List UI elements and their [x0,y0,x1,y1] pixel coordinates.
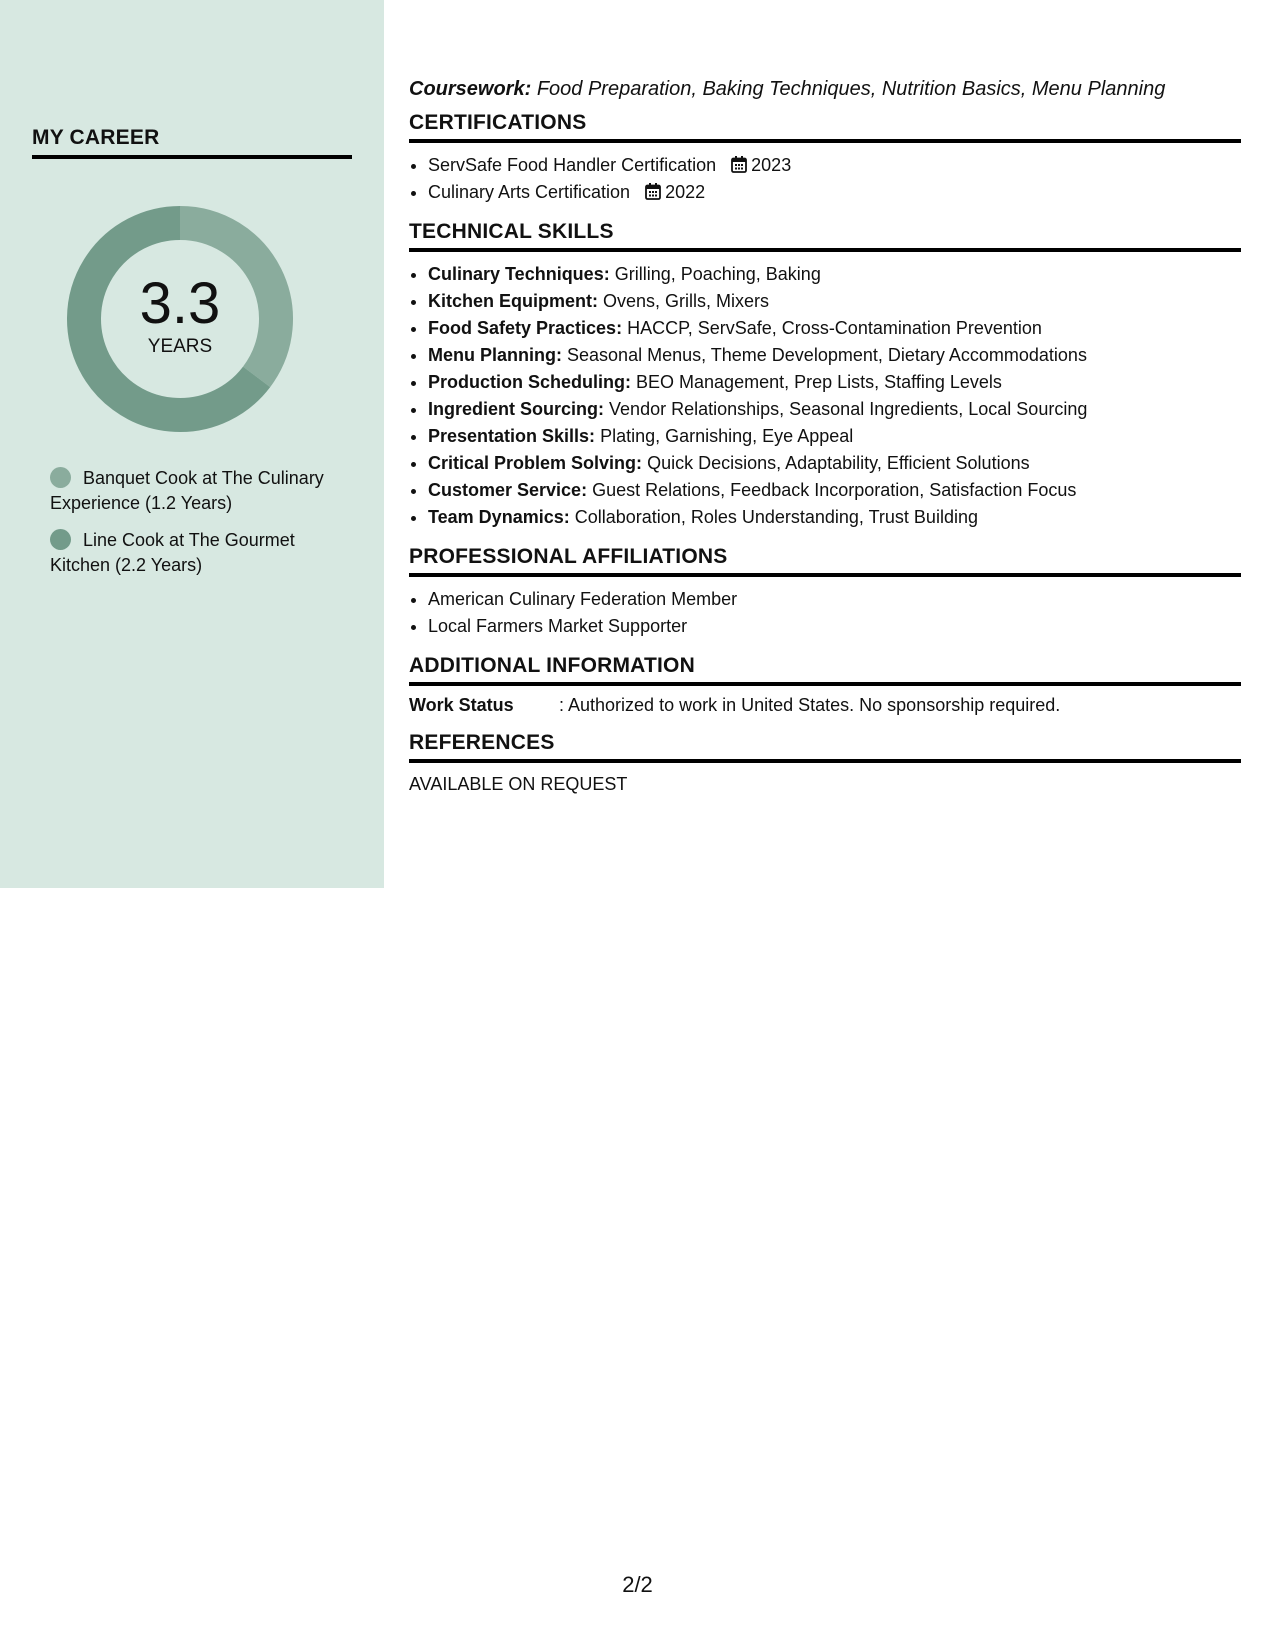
section-title-additional-information: ADDITIONAL INFORMATION [409,654,1241,686]
work-status-value: : Authorized to work in United States. No sponsorship required. [559,695,1061,715]
coursework [409,78,1241,101]
certification-year: 2022 [665,182,706,202]
skill-text: Ovens, Grills, Mixers [603,291,770,311]
skill-label: Presentation Skills: [428,426,596,446]
skill-text: Plating, Garnishing, Eye Appeal [600,426,854,446]
main-content [409,78,1241,796]
skill-text: Seasonal Menus, Theme Development, Dietary Accommodations [567,345,1087,365]
total-years-unit: YEARS [147,336,213,357]
legend-label: Banquet Cook at The Culinary Experience (1.2 Years) [50,468,324,513]
certifications-list [409,152,1241,206]
section-title-references: REFERENCES [409,731,1241,763]
certification-item [428,179,1241,206]
coursework-label: Coursework: [409,78,532,100]
legend-label: Line Cook at The Gourmet Kitchen (2.2 Years) [50,530,295,575]
skill-item [428,369,1241,396]
section-title-affiliations: PROFESSIONAL AFFILIATIONS [409,545,1241,577]
skill-label: Production Scheduling: [428,372,631,392]
coursework-text: Food Preparation, Baking Techniques, Nutrition Basics, Menu Planning [536,78,1166,100]
section-title-certifications: CERTIFICATIONS [409,111,1241,143]
career-legend [50,466,330,590]
calendar-icon [731,156,747,173]
skill-item [428,504,1241,531]
skill-label: Menu Planning: [428,345,562,365]
career-title: MY CAREER [32,126,352,159]
work-status-key: Work Status [409,695,514,715]
skill-item [428,315,1241,342]
skill-item [428,261,1241,288]
skill-item [428,477,1241,504]
certification-name: ServSafe Food Handler Certification [428,155,717,175]
references-text: AVAILABLE ON REQUEST [409,774,628,794]
skill-label: Ingredient Sourcing: [428,399,605,419]
skill-label: Critical Problem Solving: [428,453,643,473]
skill-text: Guest Relations, Feedback Incorporation, Satisfaction Focus [592,480,1077,500]
skill-label: Culinary Techniques: [428,264,610,284]
technical-skills-list [409,261,1241,531]
legend-item [50,528,330,578]
skill-label: Food Safety Practices: [428,318,623,338]
skill-text: Quick Decisions, Adaptability, Efficient Solutions [647,453,1030,473]
legend-item [50,466,330,516]
skill-text: Collaboration, Roles Understanding, Trust Building [574,507,978,527]
affiliations-list [409,586,1241,640]
skill-label: Kitchen Equipment: [428,291,598,311]
skill-text: HACCP, ServSafe, Cross-Contamination Prevention [627,318,1042,338]
skill-label: Customer Service: [428,480,588,500]
skill-item [428,423,1241,450]
calendar-icon [645,183,661,200]
legend-dot-icon [50,467,71,488]
affiliation-item: • Local Farmers Market Supporter [428,613,1241,640]
total-years-value: 3.3 [139,271,221,336]
skill-item [428,450,1241,477]
affiliation-item: • American Culinary Federation Member [428,586,1241,613]
sidebar [0,0,384,888]
skill-item [428,396,1241,423]
skill-text: BEO Management, Prep Lists, Staffing Levels [636,372,1002,392]
skill-item [428,342,1241,369]
legend-dot-icon [50,529,71,550]
skill-text: Grilling, Poaching, Baking [614,264,821,284]
skill-item [428,288,1241,315]
certification-item [428,152,1241,179]
skill-text: Vendor Relationships, Seasonal Ingredients, Local Sourcing [609,399,1088,419]
donut-center [66,205,294,433]
certification-year: 2023 [751,155,792,175]
skill-label: Team Dynamics: [428,507,570,527]
section-title-technical-skills: TECHNICAL SKILLS [409,220,1241,252]
work-status-row [409,693,1241,717]
certification-name: Culinary Arts Certification [428,182,631,202]
page-number: 2/2 [622,1572,653,1597]
